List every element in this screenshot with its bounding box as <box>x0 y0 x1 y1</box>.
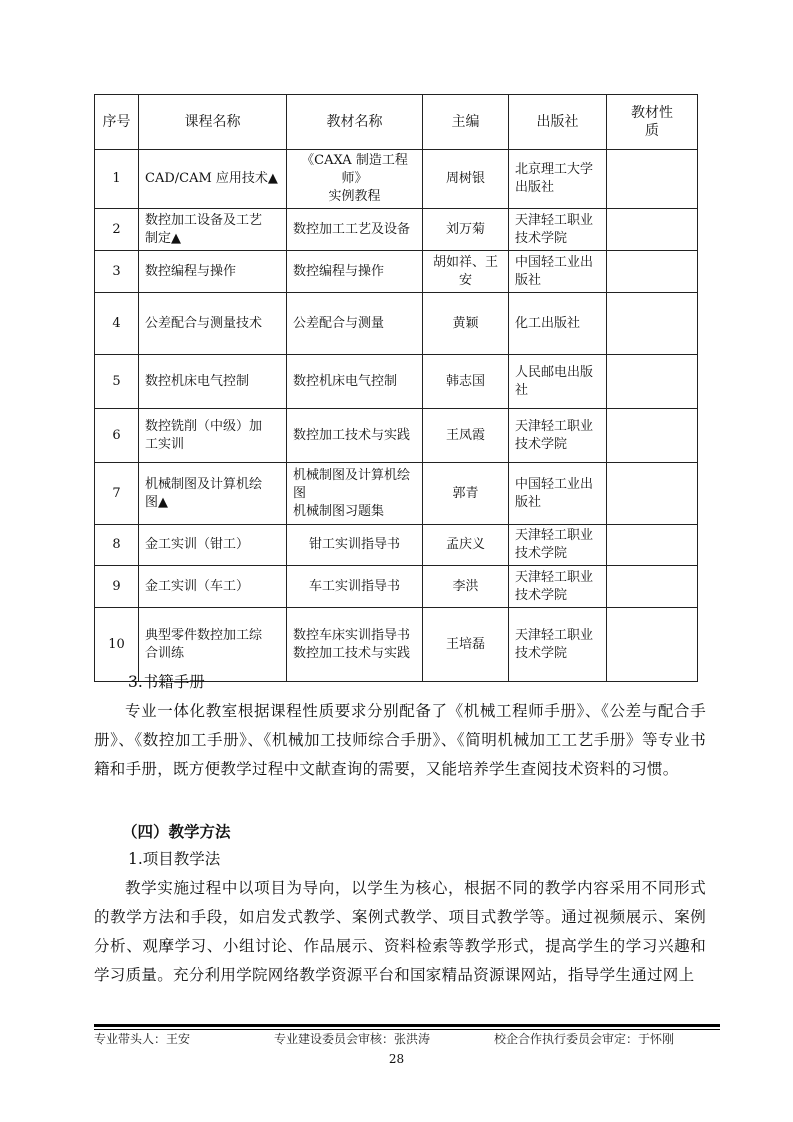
cell-num: 7 <box>95 463 139 525</box>
cell-publisher: 中国轻工业出 版社 <box>509 251 607 293</box>
cell-publisher: 中国轻工业出 版社 <box>509 463 607 525</box>
cell-publisher: 天津轻工职业 技术学院 <box>509 209 607 251</box>
cell-textbook: 数控加工工艺及设备 <box>287 209 423 251</box>
cell-num: 6 <box>95 409 139 463</box>
cell-textbook: 钳工实训指导书 <box>287 525 423 566</box>
header-num: 序号 <box>95 95 139 150</box>
cell-editor: 周树银 <box>423 150 509 209</box>
cell-course: 金工实训（车工） <box>139 566 287 608</box>
cell-textbook: 机械制图及计算机绘 图 机械制图习题集 <box>287 463 423 525</box>
books-paragraph: 专业一体化教室根据课程性质要求分别配备了《机械工程师手册》、《公差与配合手册》、《数控加工手册》、《机械加工技师综合手册》、《简明机械加工工艺手册》等专业书籍和手册，既方便教学过程中文献查询的需要，又能培养学生查阅技术资料的习惯。 <box>94 702 706 778</box>
cell-course: 金工实训（钳工） <box>139 525 287 566</box>
cell-nature <box>607 150 698 209</box>
cell-nature <box>607 293 698 355</box>
cell-nature <box>607 409 698 463</box>
cell-editor: 韩志国 <box>423 355 509 409</box>
books-heading: 3.书籍手册 <box>128 673 205 691</box>
cell-num: 5 <box>95 355 139 409</box>
cell-course: CAD/CAM 应用技术▲ <box>139 150 287 209</box>
table-row <box>95 525 698 566</box>
cell-num: 9 <box>95 566 139 608</box>
cell-nature <box>607 251 698 293</box>
cell-course: 数控机床电气控制 <box>139 355 287 409</box>
cell-publisher: 北京理工大学 出版社 <box>509 150 607 209</box>
cell-course: 数控编程与操作 <box>139 251 287 293</box>
cell-num: 4 <box>95 293 139 355</box>
section-heading: （四）教学方法 <box>122 823 231 841</box>
cell-publisher: 化工出版社 <box>509 293 607 355</box>
cell-publisher: 人民邮电出版 社 <box>509 355 607 409</box>
header-textbook: 教材名称 <box>287 95 423 150</box>
method-paragraph: 教学实施过程中以项目为导向，以学生为核心，根据不同的教学内容采用不同形式的教学方法和手段，如启发式教学、案例式教学、项目式教学等。通过视频展示、案例分析、观摩学习、小组讨论、作品展示、资料检索等教学形式，提高学生的学习兴趣和学习质量。充分利用学院网络教学资源平台和国家精品资源课网站，指导学生通过网上 <box>94 879 706 984</box>
cell-publisher: 天津轻工职业 技术学院 <box>509 409 607 463</box>
cell-nature <box>607 525 698 566</box>
cell-editor: 王培磊 <box>423 608 509 682</box>
header-publisher: 出版社 <box>509 95 607 150</box>
header-course: 课程名称 <box>139 95 287 150</box>
cell-num: 10 <box>95 608 139 682</box>
cell-textbook: 车工实训指导书 <box>287 566 423 608</box>
cell-nature <box>607 355 698 409</box>
cell-nature <box>607 463 698 525</box>
page-number: 28 <box>388 1052 405 1066</box>
header-editor: 主编 <box>423 95 509 150</box>
table-row <box>95 355 698 409</box>
cell-textbook: 数控加工技术与实践 <box>287 409 423 463</box>
table-row <box>95 251 698 293</box>
table-row <box>95 150 698 209</box>
header-nature: 教材性 质 <box>607 95 698 150</box>
cell-textbook: 数控机床电气控制 <box>287 355 423 409</box>
cell-course: 数控加工设备及工艺 制定▲ <box>139 209 287 251</box>
cell-textbook: 《CAXA 制造工程师》 实例教程 <box>287 150 423 209</box>
cell-course: 机械制图及计算机绘 图▲ <box>139 463 287 525</box>
cell-editor: 孟庆义 <box>423 525 509 566</box>
cell-num: 8 <box>95 525 139 566</box>
cell-editor: 王凤霞 <box>423 409 509 463</box>
table-row <box>95 293 698 355</box>
cell-editor: 刘万菊 <box>423 209 509 251</box>
table-row <box>95 566 698 608</box>
cell-num: 3 <box>95 251 139 293</box>
cell-num: 1 <box>95 150 139 209</box>
cell-nature <box>607 209 698 251</box>
textbook-table <box>94 94 698 682</box>
cell-publisher: 天津轻工职业 技术学院 <box>509 608 607 682</box>
cell-editor: 黄颖 <box>423 293 509 355</box>
cell-course: 公差配合与测量技术 <box>139 293 287 355</box>
cell-publisher: 天津轻工职业 技术学院 <box>509 525 607 566</box>
footer-leader: 专业带头人：王安 <box>94 1032 191 1046</box>
cell-num: 2 <box>95 209 139 251</box>
cell-textbook: 公差配合与测量 <box>287 293 423 355</box>
cell-course: 典型零件数控加工综 合训练 <box>139 608 287 682</box>
table-row <box>95 463 698 525</box>
cell-editor: 胡如祥、王 安 <box>423 251 509 293</box>
footer-cooperation: 校企合作执行委员会审定：于怀刚 <box>494 1032 675 1046</box>
cell-nature <box>607 566 698 608</box>
cell-course: 数控铣削（中级）加 工实训 <box>139 409 287 463</box>
cell-textbook: 数控编程与操作 <box>287 251 423 293</box>
table-row <box>95 209 698 251</box>
cell-editor: 郭青 <box>423 463 509 525</box>
cell-textbook: 数控车床实训指导书 数控加工技术与实践 <box>287 608 423 682</box>
cell-editor: 李洪 <box>423 566 509 608</box>
footer-committee: 专业建设委员会审核：张洪涛 <box>274 1032 431 1046</box>
table-header-row <box>95 95 698 150</box>
footer-rule <box>94 1024 720 1027</box>
table-row <box>95 409 698 463</box>
method-heading: 1.项目教学法 <box>128 850 221 868</box>
cell-publisher: 天津轻工职业 技术学院 <box>509 566 607 608</box>
